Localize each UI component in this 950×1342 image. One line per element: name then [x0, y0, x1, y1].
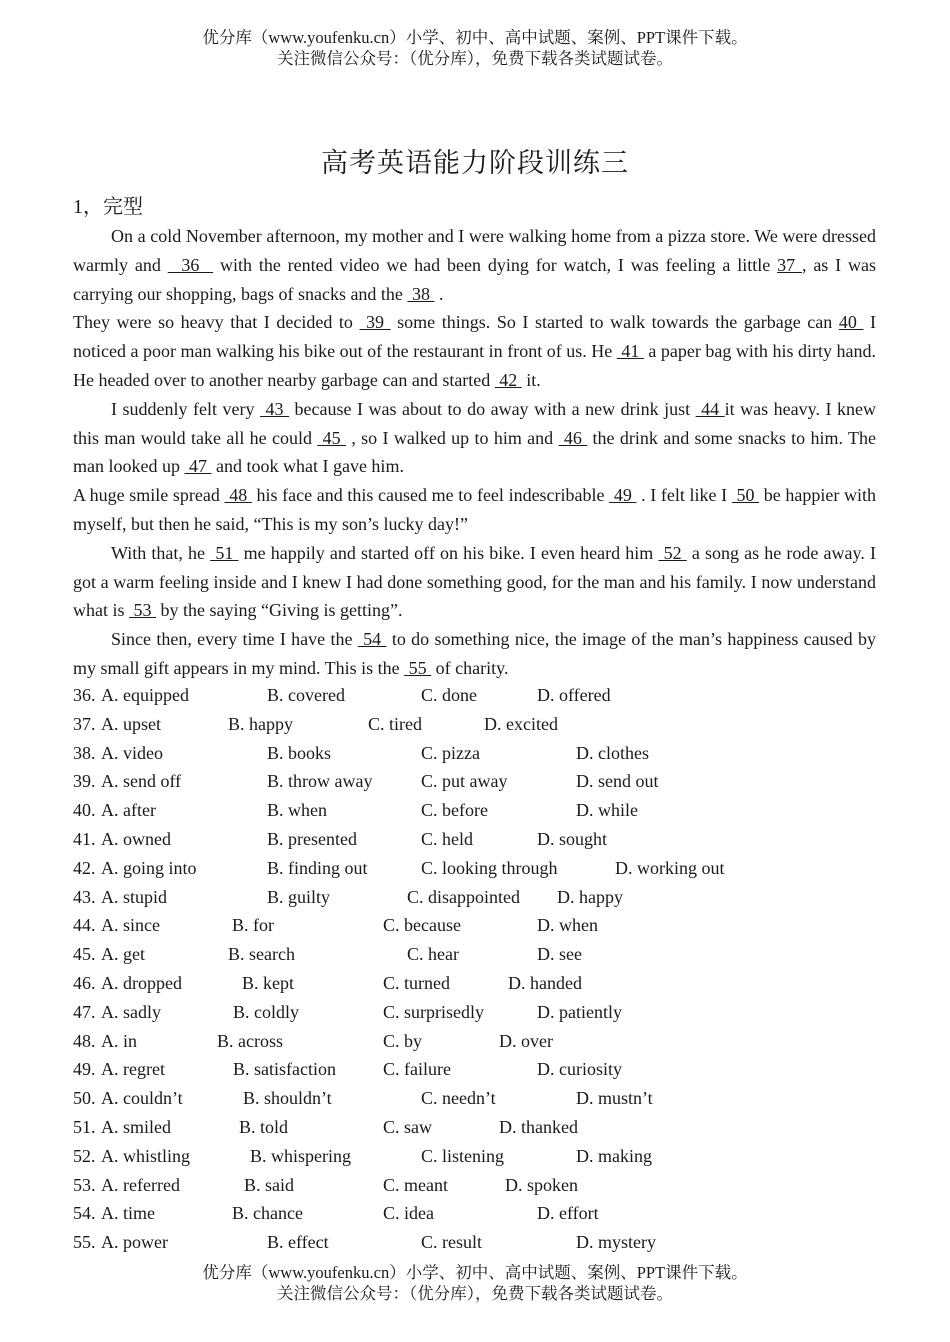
- option-b: B. chance: [232, 1203, 303, 1224]
- question-number: 55.: [73, 1232, 96, 1253]
- answer-blank: 39: [359, 312, 391, 333]
- question-row: [73, 1228, 876, 1257]
- option-b: B. for: [232, 915, 274, 936]
- option-d: D. mystery: [576, 1232, 656, 1253]
- section-heading: 1，完型: [73, 196, 143, 218]
- question-number: 39.: [73, 771, 96, 792]
- question-row: [73, 883, 876, 912]
- passage-text: me happily and started off on his bike. I even heard him: [238, 542, 659, 563]
- answer-blank: 49: [609, 485, 637, 506]
- option-a: A. after: [101, 800, 156, 821]
- question-row: [73, 911, 876, 940]
- question-number: 51.: [73, 1116, 96, 1137]
- option-c: C. listening: [421, 1145, 505, 1166]
- question-number: 52.: [73, 1145, 96, 1166]
- question-row: [73, 1084, 876, 1113]
- answer-blank: 38: [407, 283, 435, 304]
- passage-paragraph: [73, 308, 876, 394]
- passage-text: the drink and some snacks to him. The man looked up: [73, 427, 877, 477]
- option-b: B. told: [239, 1116, 289, 1137]
- option-d: D. making: [576, 1145, 652, 1166]
- option-d: D. excited: [484, 713, 558, 734]
- answer-blank: 42: [494, 369, 522, 390]
- option-b: B. coldly: [233, 1001, 299, 1022]
- answer-blank: 54: [357, 629, 387, 650]
- option-a: A. referred: [101, 1174, 180, 1195]
- passage-text: a paper bag with his dirty hand. He headed over to another nearby garbage can and started: [73, 341, 876, 390]
- option-c: C. disappointed: [407, 886, 520, 907]
- option-a: A. video: [101, 742, 163, 763]
- option-c: C. saw: [383, 1116, 432, 1137]
- page-header: [0, 27, 950, 69]
- question-row: [73, 825, 876, 854]
- option-c: C. meant: [383, 1174, 448, 1195]
- option-d: D. patiently: [537, 1001, 622, 1022]
- option-b: B. presented: [267, 828, 357, 849]
- option-c: C. turned: [383, 972, 450, 993]
- option-b: B. effect: [267, 1232, 329, 1253]
- option-a: A. dropped: [101, 972, 182, 993]
- question-number: 46.: [73, 972, 96, 993]
- passage-text: They were so heavy that I decided to: [73, 312, 360, 333]
- option-c: C. hear: [407, 944, 459, 965]
- question-number: 37.: [73, 713, 96, 734]
- question-row: [73, 710, 876, 739]
- option-d: D. see: [537, 944, 582, 965]
- answer-blank: 37: [777, 254, 802, 275]
- option-b: B. books: [267, 742, 332, 763]
- passage-paragraph: [73, 481, 876, 539]
- question-number: 40.: [73, 800, 96, 821]
- page-title: 高考英语能力阶段训练三: [321, 148, 629, 178]
- option-a: A. sadly: [101, 1001, 161, 1022]
- option-c: C. before: [421, 800, 488, 821]
- passage-text: Since then, every time I have the: [111, 629, 358, 650]
- option-c: C. done: [421, 685, 477, 705]
- answer-blank: 52: [658, 542, 687, 563]
- option-a: A. time: [101, 1203, 155, 1224]
- passage-text: to do something nice, the image of the man’s happiness caused by my small gift appears in my mind. This is the: [73, 629, 876, 678]
- passage-text: a song as he rode away. I got a warm feeling inside and I knew I had done something good, for the man and his family. I now understand what is: [73, 542, 876, 621]
- answer-blank: 43: [260, 398, 290, 419]
- option-b: B. said: [244, 1174, 295, 1195]
- option-a: A. owned: [101, 828, 171, 849]
- question-row: [73, 796, 876, 825]
- option-d: D. clothes: [576, 742, 649, 763]
- footer-line-2: 关注微信公众号：（优分库），免费下载各类试题试卷。: [277, 1284, 673, 1303]
- option-b: B. guilty: [267, 886, 331, 907]
- option-a: A. regret: [101, 1059, 165, 1080]
- option-d: D. while: [576, 800, 638, 821]
- question-number: 43.: [73, 886, 96, 907]
- option-a: A. get: [101, 944, 145, 965]
- answer-blank: 47: [184, 456, 212, 477]
- option-a: A. going into: [101, 857, 197, 878]
- passage-text: , as I was carrying our shopping, bags of snacks and the: [73, 254, 877, 304]
- option-b: B. kept: [242, 972, 294, 993]
- cloze-passage: [73, 222, 876, 683]
- option-c: C. idea: [383, 1203, 434, 1224]
- answer-blank: 50: [731, 485, 760, 506]
- option-c: C. because: [383, 915, 461, 936]
- question-row: [73, 969, 876, 998]
- option-b: B. covered: [267, 685, 345, 705]
- question-row: [73, 739, 876, 768]
- question-row: [73, 681, 876, 710]
- question-row: [73, 998, 876, 1027]
- passage-text: by the saying “Giving is getting”.: [156, 600, 403, 621]
- question-number: 49.: [73, 1059, 96, 1080]
- page-footer: [0, 1262, 950, 1304]
- option-d: D. working out: [615, 857, 725, 878]
- option-c: C. put away: [421, 771, 508, 792]
- option-a: A. equipped: [101, 685, 189, 705]
- question-row: [73, 767, 876, 796]
- passage-paragraph: [73, 222, 876, 308]
- option-c: C. needn’t: [421, 1088, 496, 1109]
- passage-paragraph: [73, 395, 876, 481]
- option-d: D. happy: [557, 886, 623, 907]
- option-d: D. spoken: [505, 1174, 578, 1195]
- option-d: D. send out: [576, 771, 659, 792]
- option-b: B. throw away: [267, 771, 373, 792]
- passage-text: , so I walked up to him and: [346, 427, 559, 448]
- option-a: A. whistling: [101, 1145, 191, 1166]
- option-c: C. looking through: [421, 857, 558, 878]
- answer-blank: 48: [224, 485, 252, 506]
- question-row: [73, 1171, 876, 1200]
- option-a: A. upset: [101, 713, 161, 734]
- question-number: 53.: [73, 1174, 96, 1195]
- passage-text: some things. So I started to walk towards the garbage can: [390, 312, 839, 333]
- question-number: 50.: [73, 1088, 96, 1109]
- question-row: [73, 1142, 876, 1171]
- question-number: 38.: [73, 742, 96, 763]
- answer-blank: 45: [317, 427, 346, 448]
- question-number: 54.: [73, 1203, 96, 1224]
- passage-text: I suddenly felt very: [111, 398, 261, 419]
- passage-text: because I was about to do away with a new drink just: [289, 398, 696, 419]
- option-a: A. power: [101, 1232, 168, 1253]
- passage-text: On a cold November afternoon, my mother and I were walking home from a pizza store. We were dressed warmly and: [73, 226, 876, 275]
- option-d: D. effort: [537, 1203, 599, 1224]
- question-number: 48.: [73, 1030, 96, 1051]
- question-number: 42.: [73, 857, 96, 878]
- option-a: A. smiled: [101, 1116, 171, 1137]
- header-line-1: 优分库（www.youfenku.cn）小学、初中、高中试题、案例、PPT课件下载。: [202, 28, 748, 47]
- option-d: D. thanked: [499, 1116, 578, 1137]
- option-c: C. held: [421, 828, 473, 849]
- passage-text: it was heavy. I knew this man would take all he could: [73, 398, 876, 448]
- option-b: B. satisfaction: [233, 1059, 336, 1080]
- option-b: B. happy: [228, 713, 293, 734]
- question-number: 45.: [73, 944, 96, 965]
- passage-text: With that, he: [111, 542, 211, 563]
- option-c: C. by: [383, 1030, 423, 1051]
- answer-blank: 51: [210, 542, 239, 563]
- option-d: D. mustn’t: [576, 1088, 653, 1109]
- passage-text: it.: [521, 369, 541, 390]
- option-a: A. send off: [101, 771, 182, 792]
- footer-line-1: 优分库（www.youfenku.cn）小学、初中、高中试题、案例、PPT课件下载。: [202, 1263, 748, 1282]
- option-d: D. curiosity: [537, 1059, 622, 1080]
- answer-blank: 41: [616, 341, 644, 362]
- question-row: [73, 1055, 876, 1084]
- passage-paragraph: [73, 625, 876, 683]
- question-number: 41.: [73, 828, 96, 849]
- passage-paragraph: [73, 539, 876, 625]
- option-a: A. stupid: [101, 886, 168, 907]
- answer-blank: 46: [558, 427, 588, 448]
- passage-text: and took what I gave him.: [211, 456, 404, 477]
- option-d: D. over: [499, 1030, 553, 1051]
- option-b: B. shouldn’t: [243, 1088, 332, 1109]
- answer-blank: 55: [404, 657, 432, 678]
- question-number: 44.: [73, 915, 96, 936]
- passage-text: of charity.: [431, 657, 509, 678]
- option-a: A. couldn’t: [101, 1088, 183, 1109]
- passage-text: be happier with myself, but then he said, “This is my son’s lucky day!”: [73, 485, 877, 534]
- passage-text: A huge smile spread: [73, 485, 225, 506]
- option-c: C. surprisedly: [383, 1001, 484, 1022]
- passage-text: I noticed a poor man walking his bike out of the restaurant in front of us. He: [73, 312, 877, 362]
- option-b: B. across: [217, 1030, 283, 1051]
- question-row: [73, 1027, 876, 1056]
- option-b: B. when: [267, 800, 327, 821]
- option-a: A. since: [101, 915, 160, 936]
- header-line-2: 关注微信公众号：（优分库），免费下载各类试题试卷。: [277, 49, 673, 68]
- option-c: C. pizza: [421, 742, 480, 763]
- question-row: [73, 940, 876, 969]
- passage-text: with the rented video we had been dying for watch, I was feeling a little: [213, 254, 778, 275]
- question-row: [73, 1199, 876, 1228]
- option-d: D. sought: [537, 828, 608, 849]
- answer-blank: 44: [695, 398, 725, 419]
- option-a: A. in: [101, 1030, 137, 1051]
- passage-text: .: [434, 283, 444, 304]
- option-c: C. failure: [383, 1059, 451, 1080]
- option-c: C. result: [421, 1232, 482, 1253]
- answer-blank: 36: [167, 254, 214, 275]
- option-b: B. search: [228, 944, 295, 965]
- option-d: D. handed: [508, 972, 582, 993]
- option-c: C. tired: [368, 713, 422, 734]
- passage-text: . I felt like I: [636, 485, 732, 506]
- question-row: [73, 854, 876, 883]
- question-list: [73, 681, 876, 1257]
- option-d: D. offered: [537, 685, 611, 705]
- answer-blank: 53: [129, 600, 156, 621]
- option-b: B. finding out: [267, 857, 368, 878]
- passage-text: his face and this caused me to feel indescribable: [251, 485, 610, 506]
- answer-blank: 40: [838, 312, 864, 333]
- question-number: 47.: [73, 1001, 96, 1022]
- question-row: [73, 1113, 876, 1142]
- option-d: D. when: [537, 915, 598, 936]
- option-b: B. whispering: [250, 1145, 351, 1166]
- question-number: 36.: [73, 685, 96, 705]
